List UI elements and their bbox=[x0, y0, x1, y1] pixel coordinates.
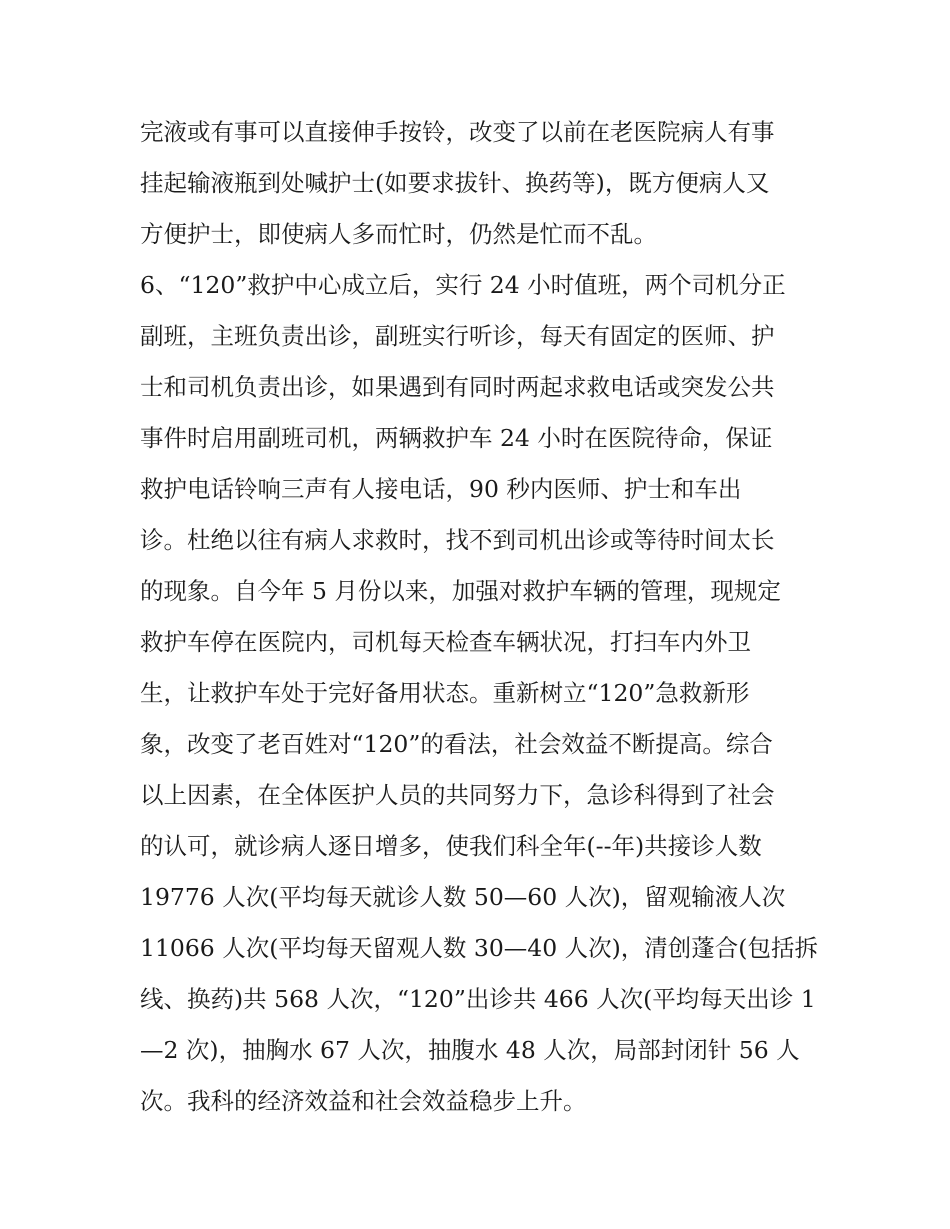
text-line: 6、“120”救护中心成立后，实行 24 小时值班，两个司机分正 bbox=[140, 271, 786, 299]
text-line: 次。我科的经济效益和社会效益稳步上升。 bbox=[140, 1087, 587, 1115]
text-line: 19776 人次(平均每天就诊人数 50—60 人次)，留观输液人次 bbox=[140, 883, 786, 911]
text-line: 方便护士，即使病人多而忙时，仍然是忙而不乱。 bbox=[140, 220, 657, 248]
text-line: 完液或有事可以直接伸手按铃，改变了以前在老医院病人有事 bbox=[140, 118, 775, 146]
text-line: 救护车停在医院内，司机每天检查车辆状况，打扫车内外卫 bbox=[140, 628, 751, 656]
text-line: 以上因素，在全体医护人员的共同努力下，急诊科得到了社会 bbox=[140, 781, 775, 809]
text-line: 象，改变了老百姓对“120”的看法，社会效益不断提高。综合 bbox=[140, 730, 773, 758]
text-line: 线、换药)共 568 人次，“120”出诊共 466 人次(平均每天出诊 1 bbox=[140, 985, 816, 1013]
text-line: 救护电话铃响三声有人接电话，90 秒内医师、护士和车出 bbox=[140, 475, 742, 503]
text-line: 的认可，就诊病人逐日增多，使我们科全年(--年)共接诊人数 bbox=[140, 832, 762, 860]
text-line: 士和司机负责出诊，如果遇到有同时两起求救电话或突发公共 bbox=[140, 373, 775, 401]
text-line: 挂起输液瓶到处喊护士(如要求拔针、换药等)，既方便病人又 bbox=[140, 169, 770, 197]
text-line: 的现象。自今年 5 月份以来，加强对救护车辆的管理，现规定 bbox=[140, 577, 781, 605]
text-line: 事件时启用副班司机，两辆救护车 24 小时在医院待命，保证 bbox=[140, 424, 773, 452]
text-line: 11066 人次(平均每天留观人数 30—40 人次)，清创蓬合(包括拆 bbox=[140, 934, 818, 962]
body-text bbox=[140, 107, 830, 1127]
text-line: —2 次)，抽胸水 67 人次，抽腹水 48 人次，局部封闭针 56 人 bbox=[140, 1036, 800, 1064]
text-line: 副班，主班负责出诊，副班实行听诊，每天有固定的医师、护 bbox=[140, 322, 775, 350]
text-line: 生，让救护车处于完好备用状态。重新树立“120”急救新形 bbox=[140, 679, 750, 707]
text-line: 诊。杜绝以往有病人求救时，找不到司机出诊或等待时间太长 bbox=[140, 526, 775, 554]
